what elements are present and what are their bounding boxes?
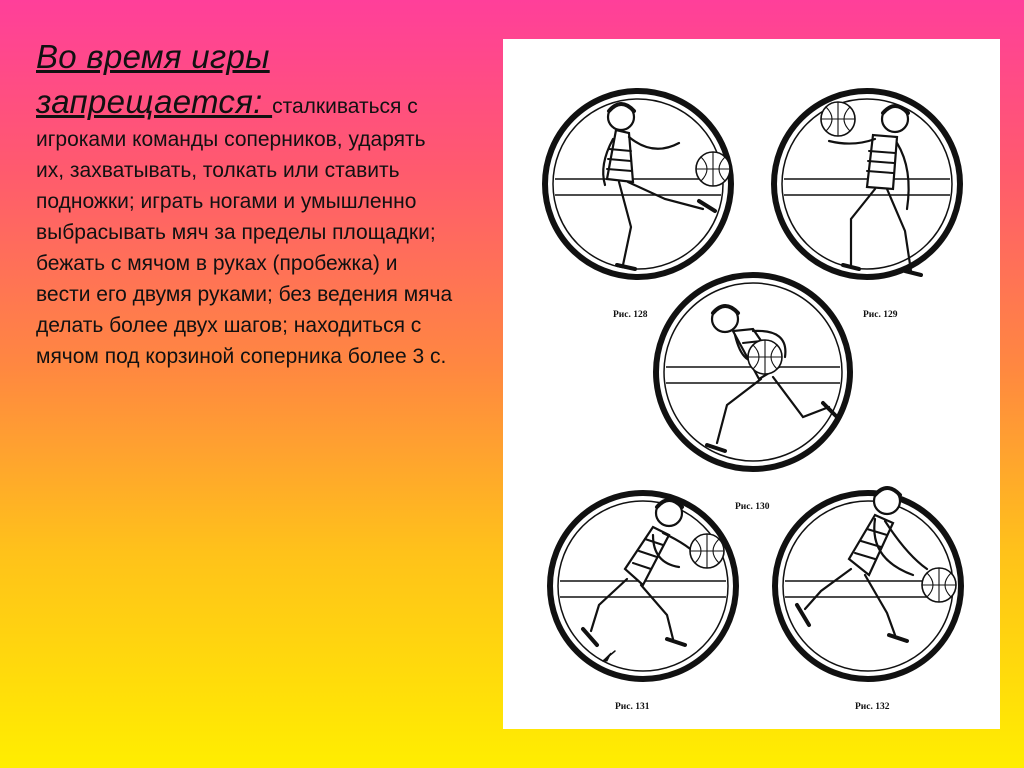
figure-caption: Рис. 131 — [615, 702, 650, 712]
figure-130 — [656, 275, 850, 512]
figure-132 — [775, 488, 961, 712]
ball-icon — [922, 568, 956, 602]
ball-icon — [821, 102, 855, 136]
rules-heading: Во время игры запрещается: — [36, 38, 273, 120]
ball-icon — [696, 152, 730, 186]
figure-caption: Рис. 130 — [735, 502, 770, 512]
ball-icon — [690, 534, 724, 568]
figure-caption: Рис. 128 — [613, 310, 648, 320]
rules-body: сталкиваться с игроками команды соперников, ударять их, захватывать, толкать или ставить подножки; играть ногами и умышленно выбрасывать мяч за пределы площадки; бежать с мячом в руках (пробежка) и вести его двумя руками; без ведения мяча делать более двух шагов; находиться с мячом под корзиной соперника более 3 с. — [36, 95, 453, 368]
basketball-illustrations — [503, 39, 1000, 729]
figure-131 — [550, 493, 736, 712]
illustration-panel — [503, 39, 1000, 729]
rules-text-block — [36, 34, 456, 372]
figure-caption: Рис. 129 — [863, 310, 898, 320]
figure-caption: Рис. 132 — [855, 702, 890, 712]
ball-icon — [748, 340, 782, 374]
